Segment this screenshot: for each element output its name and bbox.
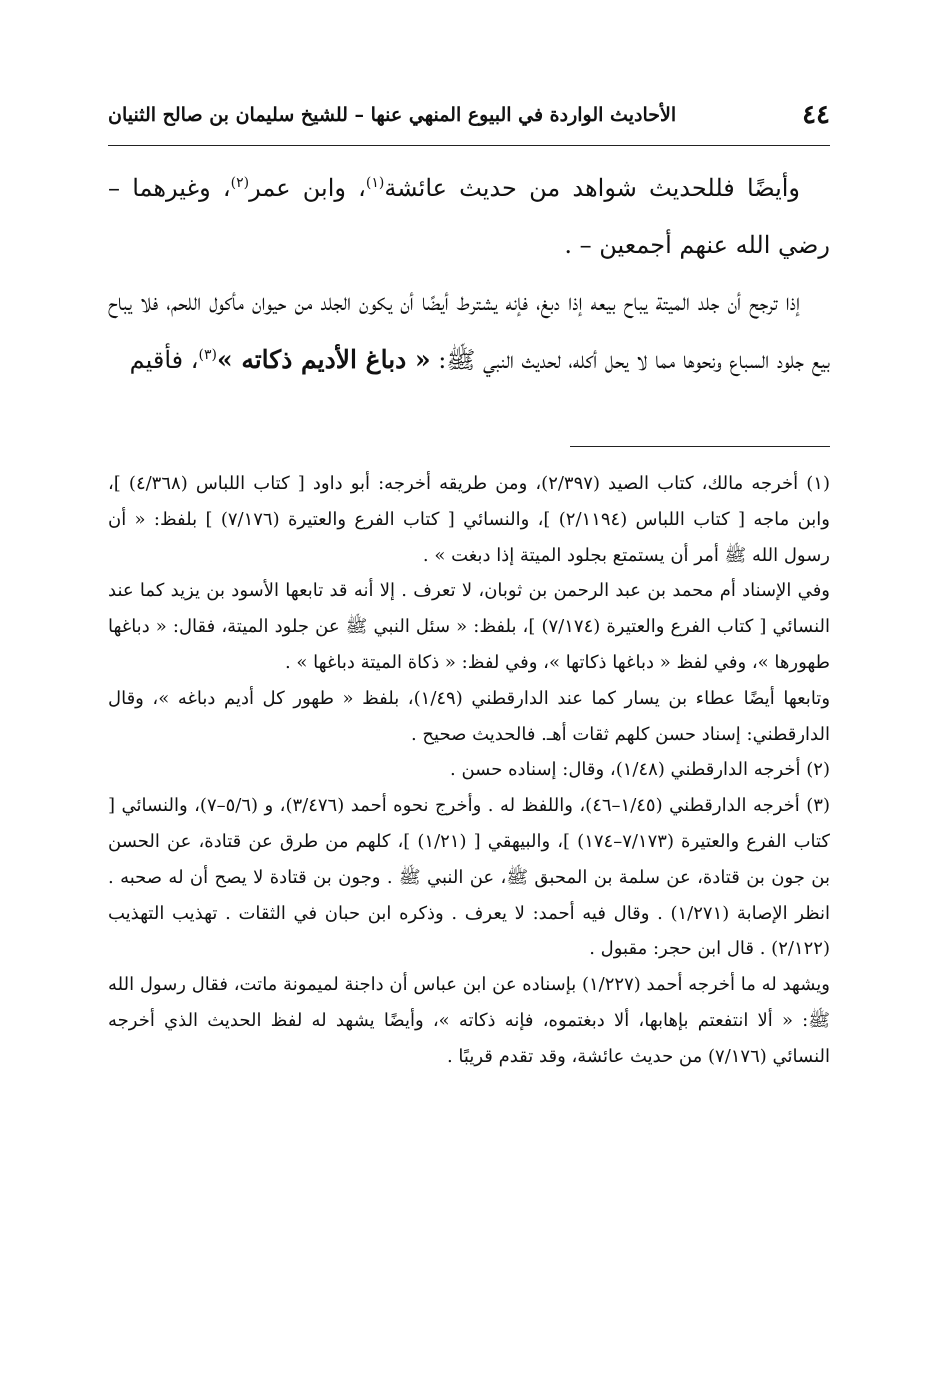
main-text xyxy=(108,160,830,389)
footnote-1: (١) أخرجه مالك، كتاب الصيد (٢/٣٩٧)، ومن طريقه أخرجه: أبو داود [ كتاب اللباس (٤/٣٦٨) ]، وابن ماجه [ كتاب اللباس (٢/١١٩٤) ]، والنسائي [ كتاب الفرع والعتيرة (٧/١٧٦) ] بلفظ: « أن رسول الله ﷺ أمر أن يستمتع بجلود الميتة إذا دبغت » . xyxy=(108,473,830,566)
page-number: ٤٤ xyxy=(802,100,830,130)
footnote-3: (٣) أخرجه الدارقطني (١/٤٥–٤٦)، واللفظ له . وأخرج نحوه أحمد (٣/٤٧٦)، و (٥/٦–٧)، والنسائي [ كتاب الفرع والعتيرة (٧/١٧٣–١٧٤) ]، والبيهقي [ (١/٢١) ]، كلهم من طرق عن قتادة، عن الحسن بن جون بن قتادة، عن سلمة بن المحبق ﷺ، عن النبي ﷺ . وجون بن قتادة لا يصح أن له صحبه . انظر الإصابة (١/٢٧١) . وقال فيه أحمد: لا يعرف . وذكره ابن حبان في الثقات . تهذيب التهذيب (٢/١٢٢) . قال ابن حجر: مقبول . xyxy=(108,795,831,960)
footnote-divider xyxy=(570,446,830,447)
footnote-3-continuation: ويشهد له ما أخرجه أحمد (١/٢٢٧) بإسناده عن ابن عباس أن داجنة لميمونة ماتت، فقال رسول الله ﷺ: « ألا انتفعتم بإهابها، ألا دبغتموه، فإنه ذكاته »، وأيضًا يشهد له لفظ الحديث الذي أخرجه النسائي (٧/١٧٦) من حديث عائشة، وقد تقدم قريبًا . xyxy=(108,974,830,1067)
hadith-quote: « دباغ الأديم ذكاته » xyxy=(216,345,431,374)
footnote-2: (٢) أخرجه الدارقطني (١/٤٨)، وقال: إسناده حسن . xyxy=(450,759,830,781)
page-header xyxy=(108,96,830,142)
header-divider xyxy=(108,145,830,146)
footnote-1-continuation: وفي الإسناد أم محمد بن عبد الرحمن بن ثوبان، لا تعرف . إلا أنه قد تابعها الأسود بن يزيد كما عند النسائي [ كتاب الفرع والعتيرة (٧/١٧٤) ]، بلفظ: « سئل النبي ﷺ عن جلود الميتة، فقال: « دباغها طهورها »، وفي لفظ « دباغها ذكاتها »، وفي لفظ: « ذكاة الميتة دباغها » . xyxy=(108,580,831,673)
footnote-ref-2: (٢) xyxy=(230,175,250,191)
footnotes xyxy=(108,466,830,1075)
paragraph-2 xyxy=(108,274,830,389)
p1-end: ، وغيرهما – رضي الله عنهم أجمعين – . xyxy=(108,174,830,259)
p2-end: ، فأقيم xyxy=(129,346,199,374)
p1-mid: ، وابن عمر xyxy=(249,174,366,202)
p2-start: إذا ترجح أن جلد الميتة يباح بيعه إذا دبغ، فإنه يشترط أيضًا أن يكون الجلد من حيوان مأكول اللحم، فلا يباح بيع جلود السباع ونحوها مما لا يحل أكله، لحديث النبي ﷺ: xyxy=(108,288,830,374)
footnote-ref-3: (٣) xyxy=(198,347,217,363)
paragraph-1 xyxy=(108,160,830,274)
p1-text: وأيضًا فللحديث شواهد من حديث عائشة xyxy=(384,174,801,202)
footnote-1-continuation-2: وتابعها أيضًا عطاء بن يسار كما عند الدارقطني (١/٤٩)، بلفظ « طهور كل أديم دباغه »، وقال الدارقطني: إسناد حسن كلهم ثقات أهـ. فالحديث صحيح . xyxy=(108,687,831,745)
running-title: الأحاديث الواردة في البيوع المنهي عنها – للشيخ سليمان بن صالح الثنيان xyxy=(108,104,677,126)
footnote-ref-1: (١) xyxy=(365,175,385,191)
